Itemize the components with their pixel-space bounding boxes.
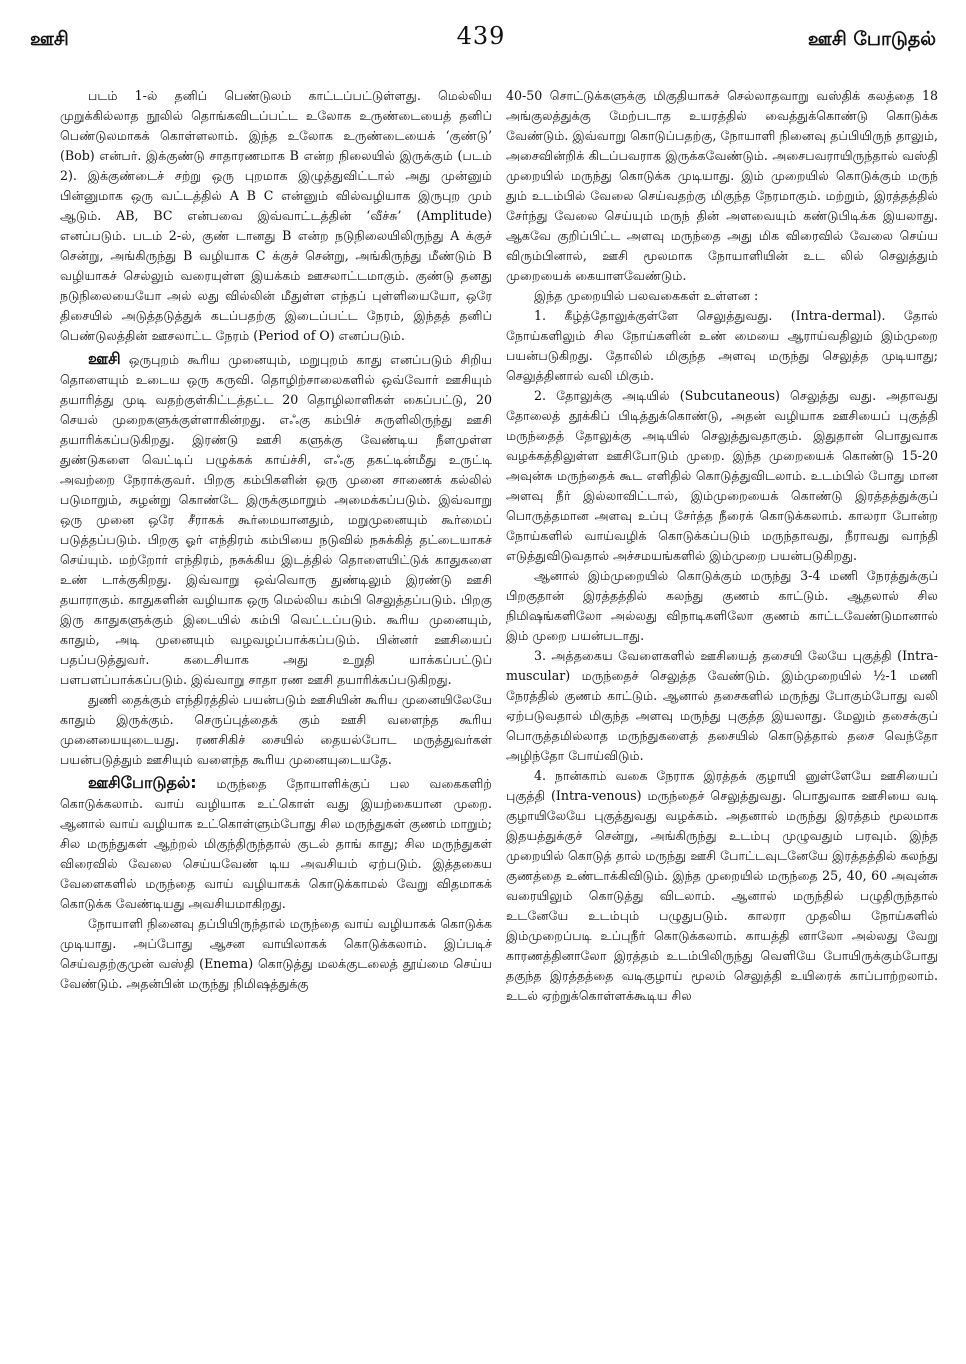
paragraph-subcutaneous: 2. தோலுக்கு அடியில் (Subcutaneous) செலுத்து வது. அதாவது தோலைத் தூக்கிப் பிடித்துக்கொண்டு, அதன் வழியாக ஊசியைப் புகுத்தி மருந்தைத் தோலுக்கு அடியில் செலுத்துவதாகும். இதுதான் பொதுவாக வழக்கத்திலுள்ள ஊசிபோடும் முறை. இந்த முறையைக் கொண்டு 15-20 அவுன்சு மருந்தைக் கூட எளிதில் கொடுத்துவிடலாம். உடம்பில் போது மான அளவு நீர் இல்லாவிட்டால், இம்முறையைக் கொண்டு இரத்தத்துக்குப் பொருத்தமான அளவு உப்பு சேர்த்த நீரைக் கொடுக்கலாம். காலரா போன்ற நோய்களில் வாய்வழிக் கொடுக்கப்படும் மருந்தாவது, நீராவது வாந்தி எடுத்துவிடுவதால் அச்சமயங்களில் இம்முறை பயன்படுகிறது. [506,388,938,563]
left-column [60,86,492,1348]
paragraph-intravenous: 4. நான்காம் வகை நேராக இரத்தக் குழாயி னுள்ளேயே ஊசியைப் புகுத்தி (Intra-venous) மருந்தைச் செலுத்துவது. பொதுவாக ஊசியை வடி குழாயிலேயே புகுத்துவது வழக்கம். அதனால் மருந்து இரத்தம் மூலமாக இதயத்துக்குச் சென்று, அங்கிருந்து உடம்பு முழுவதும் பரவும். இந்த முறையில் கொடுத் தால் மருந்து ஊசி போட்டவுடனேயே இரத்தத்தில் கலந்து குணத்தை உண்டாக்கிவிடும். இந்த முறையில் மருந்தை 25, 40, 60 அவுன்சு வரையிலும் கொடுத்து விடலாம். ஆனால் மருந்தில் பழுதிருந்தால் உடனேயே உடம்பும் பழுதுபடும். காலரா முதலிய நோய்களில் இம்முறைப்படி உப்புநீர் கொடுக்கலாம். காயத்தி னாலோ அல்லது வேறு காரணத்தினாலோ இரத்தம் உடம்பிலிருந்து வெளியே போயிருக்கும்போது தகுந்த இரத்தத்தை வடிகுழாய் மூலம் செலுத்தி உயிரைக் காப்பாற்றலாம். உடல் ஏற்றுக்கொள்ளக்கூடிய சில [506,768,938,1003]
page-header [26,18,936,58]
paragraph-pendulum: படம் 1-ல் தனிப் பெண்டுலம் காட்டப்பட்டுள்ளது. மெல்லிய முறுக்கில்லாத நூலில் தொங்கவிடப்பட்ட உலோக உருண்டையைத் தனிப் பெண்டுலமாகக் கொள்ளலாம். இந்த உலோக உருண்டையைக் ‘குண்டு’ (Bob) என்பர். இக்குண்டு சாதாரணமாக B என்ற நிலையில் இருக்கும் (படம் 2). இக்குண்டைச் சற்று ஒரு புறமாக இழுத்துவிட்டால் அது முன்னும் பின்னுமாக ஒரு வட்டத்தில் A B C என்னும் வில்வழியாக இருபுற மும் ஆடும். AB, BC என்பவை இவ்வாட்டத்தின் ‘வீச்சு’ (Amplitude) எனப்படும். படம் 2-ல், குண் டானது B என்ற நடுநிலையிலிருந்து A க்குச் சென்று, அங்கிருந்து B வழியாக C க்குச் சென்று, அங்கிருந்து மீண்டும் B வழியாகச் செல்லும் வரையுள்ள இயக்கம் ஊசலாட்டமாகும். குண்டு தனது நடுநிலையையோ அல் லது வில்லின் மீதுள்ள எந்தப் புள்ளியையோ, ஒரே திசையில் அடுத்தடுத்துக் கடப்பதற்கு இடைப்பட்ட நேரம், இந்தத் தனிப் பெண்டுலத்தின் ஊசலாட்ட நேரம் (Period of O) எனப்படும். [60,88,492,343]
paragraph-needle [60,349,492,690]
paragraph-enema-continued: 40-50 சொட்டுக்களுக்கு மிகுதியாகச் செல்லாதவாறு வஸ்திக் கலத்தை 18 அங்குலத்துக்கு மேற்படாத உயரத்தில் வைத்துக்கொண்டு கொடுக்க வேண்டும். இவ்வாறு கொடுப்பதற்கு, நோயாளி நினைவு தப்பியிருந் தாலும், அசைவின்றிக் கிடப்பவராக இருக்கவேண்டும். அசைபவராயிருந்தால் வஸ்தி முறையில் மருந்து கொடுக்க முடியாது. இம் முறையில் கொடுக்கும் மருந் தும் உடம்பில் வேலை செய்வதற்கு மிகுந்த நேரமாகும். மற்றும், இரத்தத்தில் சேர்ந்து வேலை செய்யும் மருந் தின் அளவையும் கண்டுபிடிக்க இயலாது. ஆகவே குறிப்பிட்ட அளவு மருந்தை அது மிக விரைவில் வேலை செய்ய விரும்பினால், ஊசி மூலமாக நோயாளியின் உட லில் செலுத்தும் முறையைக் கையாளவேண்டும். [506,88,938,283]
paragraph-intramuscular: 3. அத்தகைய வேளைகளில் ஊசியைத் தசையி லேயே புகுத்தி (Intra-muscular) மருந்தைச் செலுத்த வேண்டும். இம்முறையில் ½-1 மணி நேரத்தில் குணம் காட்டும். ஆனால் தசைகளில் மருந்து போகும்போது வலி ஏற்படுவதால் மிகுந்த அளவு மருந்து புகுத்த இயலாது. மேலும் தசைக்குப் பொருத்தமில்லாத மருந்துகளைத் தசையில் கொடுத்தால் தசை வெந்தோ அழிந்தோ போய்விடும். [506,648,938,763]
entry-title-injection: ஊசிபோடுதல்: [88,773,197,792]
entry-text-needle: ஒருபுறம் கூரிய முனையும், மறுபுறம் காது எனப்படும் சிறிய தொளையும் உடைய ஒரு கருவி. தொழிற்சாலைகளில் ஒவ்வோர் ஊசியும் தயாரித்து முடி வதற்குள்கிட்டத்தட்ட 20 தொழிலாளிகள் கைப்பட்டு, 20 செயல் முறைகளுக்குள்ளாகின்றது. எஃகு கம்பிச் சுருளிலிருந்து ஊசி தயாரிக்கப்படுகிறது. இரண்டு ஊசி களுக்கு வேண்டிய நீளமுள்ள துண்டுகளை வெட்டிப் பழுக்கக் காய்ச்சி, எஃகு தகட்டின்மீது உருட்டி அவற்றை நேராக்குவர். பிறகு கம்பிகளின் ஒரு முனை சாணைக் கல்லில் படுமாறும், சுழன்று கொண்டே இருக்குமாறும் அமைக்கப்படும். இவ்வாறு ஒரு முனை ஒரே சீராகக் கூர்மையானதும், மறுமுனையும் கூர்மைப் படுத்தப்படும். பிறகு ஓர் எந்திரம் கம்பியை நடுவில் நசுக்கித் தட்டையாகச் செய்யும். மற்றோர் எந்திரம், நசுக்கிய இடத்தில் தொளையிட்டுக் காதுகளை உண் டாக்குகிறது. இவ்வாறு ஒவ்வொரு துண்டிலும் இரண்டு ஊசி தயாராகும். காதுகளின் வழியாக ஒரு மெல்லிய கம்பி செலுத்தப்படும். பிறகு இரு காதுகளுக்கும் இடையில் கம்பி வெட்டப்படும். கூரிய முனையும், காதும், அடி முனையும் வழவழப்பாக்கப்படும். பின்னர் ஊசியைப் பதப்படுத்துவர். கடைசியாக அது உறுதி யாக்கப்பட்டுப் பளபளப்பாக்கப்படும். இவ்வாறு சாதா ரண ஊசி தயாரிக்கப்படுகிறது. [60,352,492,687]
paragraph-intradermal: 1. கீழ்த்தோலுக்குள்ளே செலுத்துவது. (Intra-dermal). தோல் நோய்களிலும் சில நோய்களின் உண் மையை ஆராய்வதிலும் இம்முறை பயன்படுகிறது. தோலில் மிகுந்த அளவு மருந்து செலுத்த முடியாது; செலுத்தினால் வலி மிகும். [506,308,938,383]
paragraph-needle-types: துணி தைக்கும் எந்திரத்தில் பயன்படும் ஊசியின் கூரிய முனையிலேயே காதும் இருக்கும். செருப்புத்தைக் கும் ஊசி வளைந்த கூரிய முனையையுடையது. ரணசிகிச் சையில் தையல்போட மருத்துவர்கள் பயன்படுத்தும் ஊசியும் வளைந்த கூரிய முனையுடையதே. [60,692,492,767]
running-head-left: ஊசி [30,28,69,50]
paragraph-subcutaneous-delay: ஆனால் இம்முறையில் கொடுக்கும் மருந்து 3-4 மணி நேரத்துக்குப் பிறகுதான் இரத்தத்தில் கலந்து குணம் காட்டும். ஆதலால் சில நிமிஷங்களிலோ அல்லது விநாடிகளிலோ குணம் காட்டவேண்டுமானால் இம் முறை பயன்படாது. [506,568,938,643]
entry-text-injection: மருந்தை நோயாளிக்குப் பல வகைகளிற் கொடுக்கலாம். வாய் வழியாக உட்கொள் வது இயற்கையான முறை. ஆனால் வாய் வழியாக உட்கொள்ளும்போது சில மருந்துகள் குணம் மாறும்; சில மருந்துகள் ஆற்றல் மிகுந்திருந்தால் குடல் தாங் காது; சில மருந்துகள் விரைவில் வேலை செய்யவேண் டிய அவசியம் ஏற்படும். இத்தகைய வேளைகளில் மருந்தை வாய் வழியாகக் கொடுக்காமல் வேறு விதமாகக் கொடுக்க வேண்டியது அவசியமாகிறது. [60,776,492,911]
running-head-right: ஊசி போடுதல் [807,28,936,50]
right-column [506,86,938,1348]
paragraph-methods-intro: இந்த முறையில் பலவகைகள் உள்ளன : [534,288,759,303]
paragraph-injection [60,773,492,914]
paragraph-enema: நோயாளி நினைவு தப்பியிருந்தால் மருந்தை வாய் வழியாகக் கொடுக்க முடியாது. அப்போது ஆசன வாயிலாகக் கொடுக்கலாம். இப்படிச் செய்வதற்குமுன் வஸ்தி (Enema) கொடுத்து மலக்குடலைத் தூய்மை செய்ய வேண்டும். அதன்பின் மருந்து நிமிஷத்துக்கு [60,916,492,991]
page-number: 439 [456,22,506,50]
entry-title-needle: ஊசி [88,349,121,368]
